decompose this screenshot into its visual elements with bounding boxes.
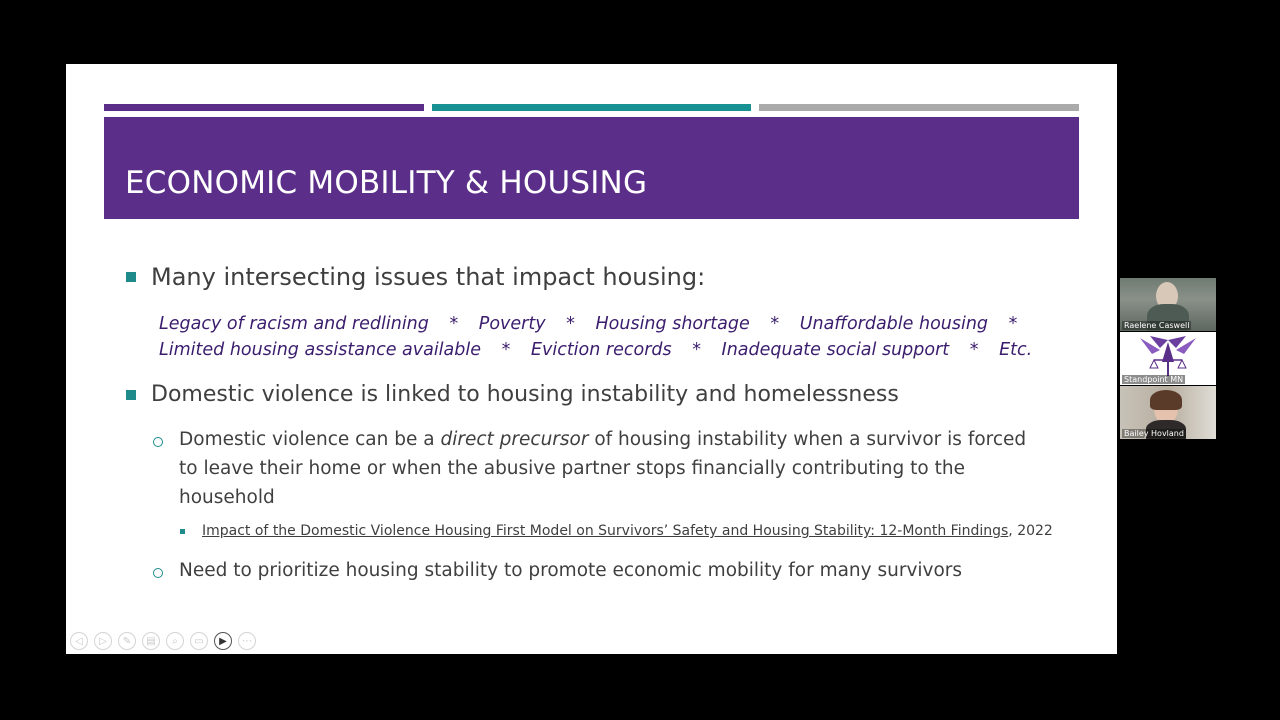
separator: * [1008, 314, 1018, 334]
slideshow-toolbar [70, 632, 256, 650]
issue-item: Unaffordable housing [799, 314, 989, 334]
separator: * [969, 340, 979, 360]
issue-item: Eviction records [530, 340, 672, 360]
participant-tile[interactable] [1120, 278, 1216, 331]
subtitle-icon[interactable]: ▭ [190, 632, 208, 650]
reference-bullet [180, 523, 1053, 539]
presentation-slide [66, 64, 1117, 654]
next-icon[interactable]: ▷ [94, 632, 112, 650]
separator: * [566, 314, 575, 334]
pages-icon[interactable]: ▤ [142, 632, 160, 650]
issue-item: Poverty [478, 314, 546, 334]
issue-item: Inadequate social support [721, 340, 950, 360]
bullet-text: Many intersecting issues that impact housing: [151, 263, 706, 291]
separator: * [692, 340, 701, 360]
square-bullet-icon [126, 390, 136, 400]
bullet-intersecting-issues [126, 263, 705, 291]
participant-name: Raelene Caswell [1124, 321, 1190, 330]
separator: * [770, 314, 780, 334]
more-icon[interactable]: ⋯ [238, 632, 256, 650]
accent-bar-teal [432, 104, 751, 111]
bullet-text: Domestic violence is linked to housing instability and homelessness [151, 382, 899, 407]
participant-tile[interactable] [1120, 386, 1216, 439]
title-band [104, 117, 1079, 219]
issue-item: Etc. [999, 340, 1033, 360]
prev-icon[interactable]: ◁ [70, 632, 88, 650]
accent-bar-gray [759, 104, 1079, 111]
bullet-domestic-violence [126, 382, 899, 407]
issue-item: Limited housing assistance available [159, 340, 482, 360]
emphasis-text: direct precursor [440, 429, 589, 450]
circle-bullet-icon [153, 568, 163, 578]
sub-bullet-prioritize [153, 556, 1053, 586]
zoom-icon[interactable]: ⌕ [166, 632, 184, 650]
pen-icon[interactable]: ✎ [118, 632, 136, 650]
square-bullet-icon [126, 272, 136, 282]
issue-item: Housing shortage [595, 314, 750, 334]
separator: * [501, 340, 511, 360]
circle-bullet-icon [153, 437, 163, 447]
slide-title: ECONOMIC MOBILITY & HOUSING [125, 165, 648, 201]
reference-link[interactable]: Impact of the Domestic Violence Housing First Model on Survivors’ Safety and Housing Stability: 12-Month Findings [202, 523, 1009, 539]
sub-bullet-direct-precursor [153, 425, 1083, 515]
sub-bullet-line-1 [179, 425, 1026, 454]
accent-bar-purple [104, 104, 424, 111]
participant-tile[interactable] [1120, 332, 1216, 385]
camera-icon[interactable]: ▶ [214, 632, 232, 650]
participant-name: Standpoint MN [1124, 375, 1184, 384]
participant-name: Bailey Hovland [1124, 429, 1184, 438]
small-square-bullet-icon [180, 529, 185, 534]
participant-hair [1150, 390, 1182, 410]
participant-video-strip [1120, 278, 1216, 440]
text-run: of housing instability when a survivor is forced [588, 429, 1027, 450]
sub-bullet-line-2: to leave their home or when the abusive partner stops financially contributing to the [179, 458, 965, 479]
text-run: Domestic violence can be a [179, 429, 441, 450]
issue-item: Legacy of racism and redlining [159, 314, 429, 334]
issues-line-1 [159, 314, 1032, 334]
issues-line-2 [159, 340, 1032, 360]
reference-year: , 2022 [1008, 523, 1053, 539]
sub-bullet-line-3: household [179, 487, 275, 508]
sub-bullet-text: Need to prioritize housing stability to promote economic mobility for many survivors [179, 560, 963, 581]
separator: * [449, 314, 459, 334]
